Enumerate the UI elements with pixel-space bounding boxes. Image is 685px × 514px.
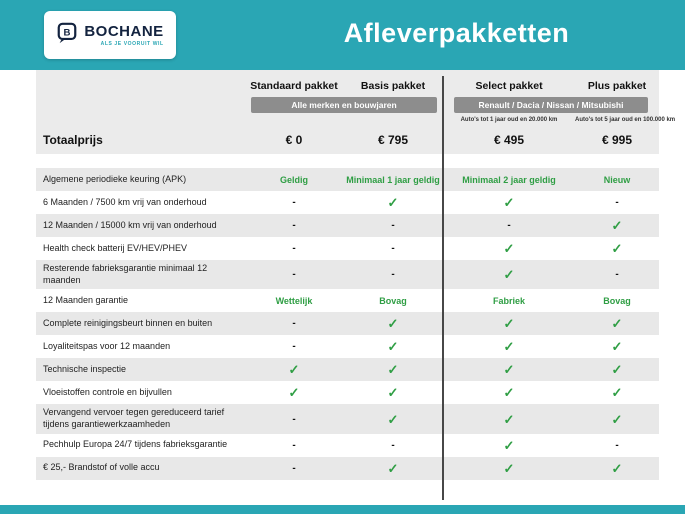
- feature-value: -: [292, 439, 296, 451]
- feature-value: -: [391, 439, 395, 451]
- feature-value: ✓: [611, 385, 623, 401]
- price-basis: € 795: [377, 133, 409, 147]
- column-divider: [442, 76, 444, 500]
- feature-value: Geldig: [279, 174, 308, 185]
- column-header-basis: Basis pakket: [360, 80, 426, 92]
- plus-subtitle: Auto's tot 5 jaar oud en 100.000 km: [575, 117, 676, 123]
- price-standaard: € 0: [285, 133, 303, 147]
- feature-label: 6 Maanden / 7500 km vrij van onderhoud: [43, 196, 207, 207]
- feature-value: ✓: [288, 362, 300, 378]
- feature-row: [36, 260, 659, 289]
- feature-value: ✓: [611, 316, 623, 332]
- feature-value: ✓: [387, 362, 399, 378]
- feature-value: ✓: [387, 195, 399, 210]
- feature-value: Bovag: [603, 295, 631, 306]
- feature-value: -: [391, 269, 395, 281]
- feature-rows: [36, 168, 659, 480]
- column-headers-row: [36, 80, 659, 92]
- bochane-logo-icon: [56, 22, 78, 49]
- logo-text: [84, 23, 163, 47]
- feature-row: [36, 381, 659, 404]
- feature-value: ✓: [387, 339, 399, 355]
- feature-value: Minimaal 1 jaar geldig: [346, 174, 440, 185]
- feature-label: Algemene periodieke keuring (APK): [43, 173, 187, 184]
- feature-label: Vervangend vervoer tegen gereduceerd tarief tijdens garantiewerkzaamheden: [43, 407, 225, 430]
- feature-row: [36, 434, 659, 457]
- price-plus: € 995: [601, 133, 633, 147]
- price-select: € 495: [493, 133, 525, 147]
- feature-value: -: [292, 462, 296, 474]
- feature-value: -: [292, 220, 296, 231]
- feature-value: ✓: [503, 385, 515, 401]
- feature-row: [36, 358, 659, 381]
- feature-value: -: [507, 220, 511, 231]
- table-header: [36, 70, 676, 154]
- feature-value: ✓: [503, 195, 515, 210]
- feature-value: ✓: [503, 460, 515, 476]
- badge-all-brands: Alle merken en bouwjaren: [251, 97, 437, 113]
- badges-row: [36, 97, 659, 113]
- feature-value: -: [391, 243, 395, 254]
- feature-label: Resterende fabrieksgarantie minimaal 12 maanden: [43, 263, 208, 285]
- feature-row: [36, 289, 659, 312]
- feature-value: ✓: [387, 460, 399, 476]
- feature-row: [36, 312, 659, 335]
- package-comparison-table: [36, 70, 676, 480]
- feature-value: ✓: [503, 267, 515, 283]
- feature-value: -: [615, 197, 619, 208]
- feature-value: ✓: [387, 411, 399, 427]
- feature-value: ✓: [503, 362, 515, 378]
- feature-value: -: [391, 220, 395, 231]
- feature-value: -: [615, 269, 619, 281]
- feature-label: Complete reinigingsbeurt binnen en buiten: [43, 318, 213, 329]
- feature-value: ✓: [611, 218, 623, 233]
- feature-label: Loyaliteitspas voor 12 maanden: [43, 341, 171, 352]
- feature-value: ✓: [503, 339, 515, 355]
- feature-value: Fabriek: [492, 295, 525, 306]
- feature-value: ✓: [387, 316, 399, 332]
- header-body-gap: [36, 154, 659, 168]
- brand-tagline: ALS JE VOORUIT WIL: [100, 41, 164, 47]
- column-header-standaard: Standaard pakket: [250, 80, 338, 92]
- total-price-row: [36, 129, 659, 151]
- feature-value: ✓: [503, 316, 515, 332]
- feature-row: [36, 335, 659, 358]
- feature-value: -: [292, 269, 296, 281]
- feature-value: -: [615, 439, 619, 451]
- feature-value: ✓: [503, 411, 515, 427]
- page-title: Afleverpakketten: [343, 18, 570, 48]
- feature-label: € 25,- Brandstof of volle accu: [43, 462, 160, 473]
- feature-label: 12 Maanden / 15000 km vrij van onderhoud: [43, 219, 217, 230]
- feature-row: [36, 168, 659, 191]
- feature-value: ✓: [611, 411, 623, 427]
- feature-value: -: [292, 197, 296, 208]
- feature-value: -: [292, 243, 296, 254]
- feature-row: [36, 191, 659, 214]
- header-banner: [0, 0, 685, 70]
- feature-value: ✓: [387, 385, 399, 401]
- feature-row: [36, 214, 659, 237]
- feature-value: ✓: [611, 460, 623, 476]
- feature-value: -: [292, 318, 296, 330]
- feature-row: [36, 237, 659, 260]
- footer-bar: [0, 505, 685, 514]
- feature-value: Wettelijk: [275, 295, 313, 306]
- feature-value: ✓: [503, 241, 515, 256]
- column-header-plus: Plus pakket: [587, 80, 647, 92]
- feature-label: 12 Maanden garantie: [43, 295, 129, 306]
- brand-name: BOCHANE: [84, 23, 164, 40]
- feature-label: Health check batterij EV/HEV/PHEV: [43, 242, 188, 253]
- subtitles-row: [36, 116, 676, 124]
- feature-value: ✓: [288, 385, 300, 401]
- feature-row: [36, 457, 659, 480]
- feature-value: ✓: [503, 437, 515, 453]
- total-price-label: Totaalprijs: [43, 133, 103, 147]
- badge-brands: Renault / Dacia / Nissan / Mitsubishi: [454, 97, 648, 113]
- feature-value: -: [292, 413, 296, 425]
- feature-value: ✓: [611, 339, 623, 355]
- feature-value: Nieuw: [603, 174, 631, 185]
- feature-row: [36, 404, 659, 433]
- feature-value: -: [292, 341, 296, 353]
- column-header-select: Select pakket: [475, 80, 543, 92]
- feature-value: ✓: [611, 362, 623, 378]
- svg-text:B: B: [63, 26, 71, 38]
- feature-label: Vloeistoffen controle en bijvullen: [43, 387, 172, 398]
- feature-value: ✓: [611, 241, 623, 256]
- bochane-logo: [44, 11, 176, 59]
- select-subtitle: Auto's tot 1 jaar oud en 20.000 km: [460, 117, 558, 123]
- feature-label: Pechhulp Europa 24/7 tijdens fabrieksgarantie: [43, 439, 228, 450]
- feature-value: Minimaal 2 jaar geldig: [462, 174, 556, 185]
- feature-label: Technische inspectie: [43, 364, 127, 375]
- feature-value: Bovag: [379, 295, 407, 306]
